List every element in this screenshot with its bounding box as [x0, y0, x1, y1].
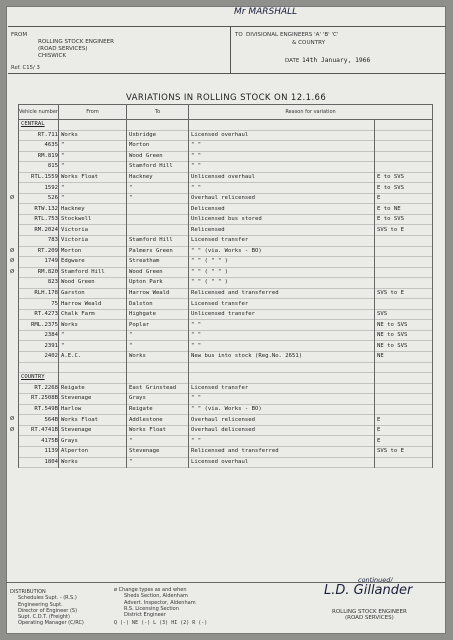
cell-to: " — [127, 183, 189, 194]
cell-to: Wood Green — [127, 151, 189, 162]
cell-reason: " " — [189, 141, 375, 152]
distribution-line: Schedules Supt. - (R.S.) — [18, 595, 77, 602]
cell-schedule-change: NE to SVS — [375, 330, 433, 341]
cell-schedule-change: E to SVS — [375, 183, 433, 194]
cell-reason: Overhaul relicensed — [189, 193, 375, 204]
distribution-line: Supt. C.D.T. (Freight) — [18, 614, 70, 621]
from-box — [8, 26, 231, 74]
col-reason: Reason for variation — [189, 105, 433, 120]
table-row — [19, 415, 433, 426]
cell-vehicle: 823 — [19, 278, 59, 289]
cell-from: Victoria — [59, 225, 127, 236]
cell-reason: Licensed overhaul — [189, 457, 375, 468]
changes-line: Advert. Inspector, Aldenham — [124, 599, 196, 606]
cell-reason: Overhaul delicensed — [189, 425, 375, 436]
cell-vehicle: 564B ø — [19, 415, 59, 426]
table-row — [19, 278, 433, 289]
cell-reason: " " (via. Works - BO) — [189, 404, 375, 415]
cell-to: " — [127, 330, 189, 341]
cell-reason: " " — [189, 183, 375, 194]
cell-from: Works Float — [59, 172, 127, 183]
cell-from: Victoria — [59, 236, 127, 247]
from-line-2: (ROAD SERVICES) — [38, 46, 88, 52]
cell-from: Stevenage — [59, 394, 127, 405]
section-heading-row — [19, 373, 433, 384]
cell-from: Edgware — [59, 257, 127, 268]
cell-from: Reigate — [59, 383, 127, 394]
cell-schedule-change — [375, 130, 433, 141]
cell-from — [59, 362, 127, 373]
distribution-block — [10, 589, 84, 627]
from-line-1: ROLLING STOCK ENGINEER — [38, 39, 115, 45]
cell-schedule-change — [375, 394, 433, 405]
cell-schedule-change: E to NE — [375, 204, 433, 215]
section-heading: CENTRAL — [19, 120, 59, 131]
cell-vehicle: 783 — [19, 236, 59, 247]
table-row — [19, 383, 433, 394]
date-value: 14th January, 1966 — [302, 57, 371, 64]
cell-from: Works — [59, 320, 127, 331]
cell-schedule-change: NE to SVS — [375, 320, 433, 331]
cell-to: Palmers Green — [127, 246, 189, 257]
cell-vehicle: RT.711 — [19, 130, 59, 141]
table-row — [19, 320, 433, 331]
cell-to: Hackney — [127, 172, 189, 183]
margin-mark: ø — [10, 424, 15, 433]
table-row — [19, 204, 433, 215]
margin-mark: ø — [10, 266, 15, 275]
signature-title-line: ROLLING STOCK ENGINEER — [332, 609, 407, 615]
cell-from: " — [59, 141, 127, 152]
cell-vehicle: RTL.1559 — [19, 172, 59, 183]
cell-from: A.E.C. — [59, 352, 127, 363]
cell-vehicle: 1749 ø — [19, 257, 59, 268]
cell-from: Stevenage — [59, 425, 127, 436]
cell-vehicle: 2391 — [19, 341, 59, 352]
cell-vehicle: RTW.132 — [19, 204, 59, 215]
cell-reason: Unlicensed transfer — [189, 309, 375, 320]
cell-to: Dalston — [127, 299, 189, 310]
table-row — [19, 330, 433, 341]
cell-reason: Relicensed and transferred — [189, 446, 375, 457]
cell-to: East Grinstead — [127, 383, 189, 394]
table-row — [19, 236, 433, 247]
cell-reason: " " ( " " ) — [189, 257, 375, 268]
from-line-3: CHISWICK — [38, 53, 67, 59]
cell-schedule-change: SVS to E — [375, 288, 433, 299]
cell-to — [127, 120, 189, 131]
cell-to: Stevenage — [127, 446, 189, 457]
cell-to: Uxbridge — [127, 130, 189, 141]
table-row — [19, 257, 433, 268]
cell-reason: " " — [189, 151, 375, 162]
cell-schedule-change: E — [375, 436, 433, 447]
cell-to: Stamford Hill — [127, 162, 189, 173]
table-row — [19, 162, 433, 173]
changes-line: R.S. Licensing Section — [124, 605, 179, 612]
col-from: From — [59, 105, 127, 120]
table-row — [19, 425, 433, 436]
table-row — [19, 141, 433, 152]
col-vehicle-number: Vehicle number — [19, 105, 59, 120]
cell-reason: " " (via. Works - BO) — [189, 246, 375, 257]
cell-to: " — [127, 193, 189, 204]
cell-vehicle: 526 ø — [19, 193, 59, 204]
cell-reason: " " — [189, 330, 375, 341]
distribution-line: Director of Engineer (S) — [18, 607, 78, 614]
cell-schedule-change: SVS — [375, 309, 433, 320]
cell-from: " — [59, 330, 127, 341]
section-heading-row — [19, 120, 433, 131]
cell-vehicle: 75 — [19, 299, 59, 310]
table-row — [19, 225, 433, 236]
table-row — [19, 172, 433, 183]
margin-mark: ø — [10, 192, 15, 201]
distribution-title: DISTRIBUTION — [10, 589, 46, 595]
table-row — [19, 183, 433, 194]
cell-to — [127, 373, 189, 384]
cell-from: Grays — [59, 436, 127, 447]
changes-line: Sheds Section, Aldenham — [124, 593, 188, 600]
cell-reason: Unlicensed bus stored — [189, 214, 375, 225]
cell-schedule-change — [375, 362, 433, 373]
cell-reason: " " ( " " ) — [189, 278, 375, 289]
changes-block — [114, 587, 207, 627]
to-line-1: DIVISIONAL ENGINEERS 'A' 'B' 'C' — [246, 32, 339, 38]
col-to: To — [127, 105, 189, 120]
cell-from: Works — [59, 457, 127, 468]
cell-reason: New bus into stock (Reg.No. 2651) — [189, 352, 375, 363]
distribution-line: Operating Manager (C/RC) — [18, 620, 84, 627]
cell-vehicle: 4635 — [19, 141, 59, 152]
ref-number: Ref. C15/ 3 — [11, 65, 40, 71]
distribution-line: Engineering Supt. — [18, 601, 63, 608]
cell-from: Alperton — [59, 446, 127, 457]
cell-to: Streatham — [127, 257, 189, 268]
cell-reason: " " — [189, 320, 375, 331]
cell-from: Garston — [59, 288, 127, 299]
cell-to: Works — [127, 352, 189, 363]
to-label: TO — [235, 32, 243, 38]
cell-to: Works Float — [127, 425, 189, 436]
change-legend: Q (-) NE (-) L (3) HI (2) R (-) — [114, 620, 208, 627]
cell-from — [59, 120, 127, 131]
cell-to: " — [127, 436, 189, 447]
cell-vehicle: RTL.753 — [19, 214, 59, 225]
cell-vehicle: RLH.178 — [19, 288, 59, 299]
cell-reason: Licensed transfer — [189, 299, 375, 310]
cell-reason: " " — [189, 162, 375, 173]
to-line-2: & COUNTRY — [292, 40, 326, 46]
cell-schedule-change — [375, 120, 433, 131]
cell-vehicle: 4175B — [19, 436, 59, 447]
table-row — [19, 246, 433, 257]
cell-to: Harrow Weald — [127, 288, 189, 299]
handwritten-addressee: Mr MARSHALL — [234, 7, 298, 17]
cell-reason — [189, 373, 375, 384]
cell-reason: Licensed overhaul — [189, 130, 375, 141]
signature: L.D. Gillander — [324, 583, 413, 598]
cell-schedule-change — [375, 246, 433, 257]
cell-vehicle: RT.209 ø — [19, 246, 59, 257]
margin-mark: ø — [10, 245, 15, 254]
cell-reason: Unlicensed overhaul — [189, 172, 375, 183]
cell-vehicle: 2384 — [19, 330, 59, 341]
cell-vehicle: RML.2375 — [19, 320, 59, 331]
cell-to — [127, 204, 189, 215]
cell-schedule-change — [375, 257, 433, 268]
cell-to: " — [127, 457, 189, 468]
cell-from: " — [59, 341, 127, 352]
cell-from: " — [59, 162, 127, 173]
cell-to: Grays — [127, 394, 189, 405]
cell-from: Chalk Farm — [59, 309, 127, 320]
document-title: VARIATIONS IN ROLLING STOCK ON 12.1.66 — [126, 93, 327, 103]
changes-line: ø Change types as and when — [114, 587, 187, 593]
cell-to: Upton Park — [127, 278, 189, 289]
table-row — [19, 352, 433, 363]
cell-vehicle: RT.549B — [19, 404, 59, 415]
table-row — [19, 446, 433, 457]
table-row — [19, 299, 433, 310]
cell-schedule-change: E to SVS — [375, 172, 433, 183]
cell-from: Works — [59, 130, 127, 141]
cell-vehicle: RM.819 — [19, 151, 59, 162]
cell-from: " — [59, 183, 127, 194]
cell-schedule-change — [375, 236, 433, 247]
cell-reason: " " — [189, 341, 375, 352]
cell-schedule-change: E — [375, 425, 433, 436]
variations-table — [10, 104, 433, 468]
cell-vehicle: 1139 — [19, 446, 59, 457]
cell-reason: " " — [189, 394, 375, 405]
cell-schedule-change — [375, 383, 433, 394]
margin-mark: ø — [10, 256, 15, 265]
cell-reason: Overhaul relicensed — [189, 415, 375, 426]
cell-schedule-change: E — [375, 415, 433, 426]
cell-schedule-change — [375, 162, 433, 173]
table-row — [19, 341, 433, 352]
cell-to: Morton — [127, 141, 189, 152]
date-label: DATE — [285, 58, 300, 64]
cell-to — [127, 362, 189, 373]
table-row — [19, 267, 433, 278]
from-label: FROM — [11, 32, 28, 38]
cell-from: Stockwell — [59, 214, 127, 225]
cell-from — [59, 373, 127, 384]
cell-from: Harrow Weald — [59, 299, 127, 310]
table-row — [19, 151, 433, 162]
cell-schedule-change: E — [375, 193, 433, 204]
cell-vehicle — [19, 362, 59, 373]
to-box — [230, 26, 446, 74]
cell-reason: Licensed transfer — [189, 383, 375, 394]
cell-schedule-change — [375, 151, 433, 162]
continued-note: continued/ — [358, 576, 393, 584]
cell-to — [127, 225, 189, 236]
table-header-row — [19, 105, 433, 120]
cell-from: " — [59, 193, 127, 204]
cell-schedule-change — [375, 299, 433, 310]
cell-from: Stamford Hill — [59, 267, 127, 278]
cell-to — [127, 214, 189, 225]
cell-to: Addlestone — [127, 415, 189, 426]
cell-vehicle: 2402 — [19, 352, 59, 363]
cell-vehicle: 1804 — [19, 457, 59, 468]
table-row — [19, 362, 433, 373]
cell-vehicle: RT.2508B — [19, 394, 59, 405]
cell-to: " — [127, 341, 189, 352]
cell-from: Harlow — [59, 404, 127, 415]
cell-vehicle: RT.4741B ø — [19, 425, 59, 436]
table-body — [10, 120, 433, 468]
table-row — [19, 193, 433, 204]
cell-schedule-change — [375, 457, 433, 468]
table-row — [19, 214, 433, 225]
cell-vehicle: RT.4273 — [19, 309, 59, 320]
cell-schedule-change — [375, 267, 433, 278]
cell-reason: " " — [189, 436, 375, 447]
cell-schedule-change — [375, 278, 433, 289]
cell-from: Wood Green — [59, 278, 127, 289]
cell-reason — [189, 362, 375, 373]
cell-reason: Delicensed — [189, 204, 375, 215]
cell-to: Reigate — [127, 404, 189, 415]
cell-from: Hackney — [59, 204, 127, 215]
cell-vehicle: 815 — [19, 162, 59, 173]
table-row — [19, 394, 433, 405]
cell-to: Poplar — [127, 320, 189, 331]
cell-schedule-change: NE — [375, 352, 433, 363]
cell-vehicle: 1592 — [19, 183, 59, 194]
cell-reason — [189, 120, 375, 131]
cell-schedule-change: SVS to E — [375, 225, 433, 236]
cell-reason: Relicensed — [189, 225, 375, 236]
footer — [6, 582, 446, 634]
cell-schedule-change — [375, 141, 433, 152]
cell-schedule-change — [375, 404, 433, 415]
cell-reason: Licensed transfer — [189, 236, 375, 247]
cell-vehicle: RM.2024 — [19, 225, 59, 236]
table-row — [19, 457, 433, 468]
table-row — [19, 288, 433, 299]
cell-schedule-change: SVS to E — [375, 446, 433, 457]
table-row — [19, 436, 433, 447]
section-heading: COUNTRY — [19, 373, 59, 384]
cell-from: Works Float — [59, 415, 127, 426]
memo-page — [6, 6, 446, 634]
cell-from: Morton — [59, 246, 127, 257]
cell-from: " — [59, 151, 127, 162]
cell-reason: " " ( " " ) — [189, 267, 375, 278]
cell-to: Stamford Hill — [127, 236, 189, 247]
signature-title — [332, 609, 407, 622]
table-row — [19, 404, 433, 415]
cell-schedule-change — [375, 373, 433, 384]
margin-mark: ø — [10, 414, 15, 423]
changes-line: District Engineer — [124, 612, 166, 619]
table-row — [19, 130, 433, 141]
cell-schedule-change: E to SVS — [375, 214, 433, 225]
table-row — [19, 309, 433, 320]
cell-vehicle: RT.2268 — [19, 383, 59, 394]
signature-title-line: (ROAD SERVICES) — [344, 615, 394, 622]
cell-to: Highgate — [127, 309, 189, 320]
cell-schedule-change: NE to SVS — [375, 341, 433, 352]
cell-vehicle: RM.820 ø — [19, 267, 59, 278]
cell-reason: Relicensed and transferred — [189, 288, 375, 299]
cell-to: Wood Green — [127, 267, 189, 278]
